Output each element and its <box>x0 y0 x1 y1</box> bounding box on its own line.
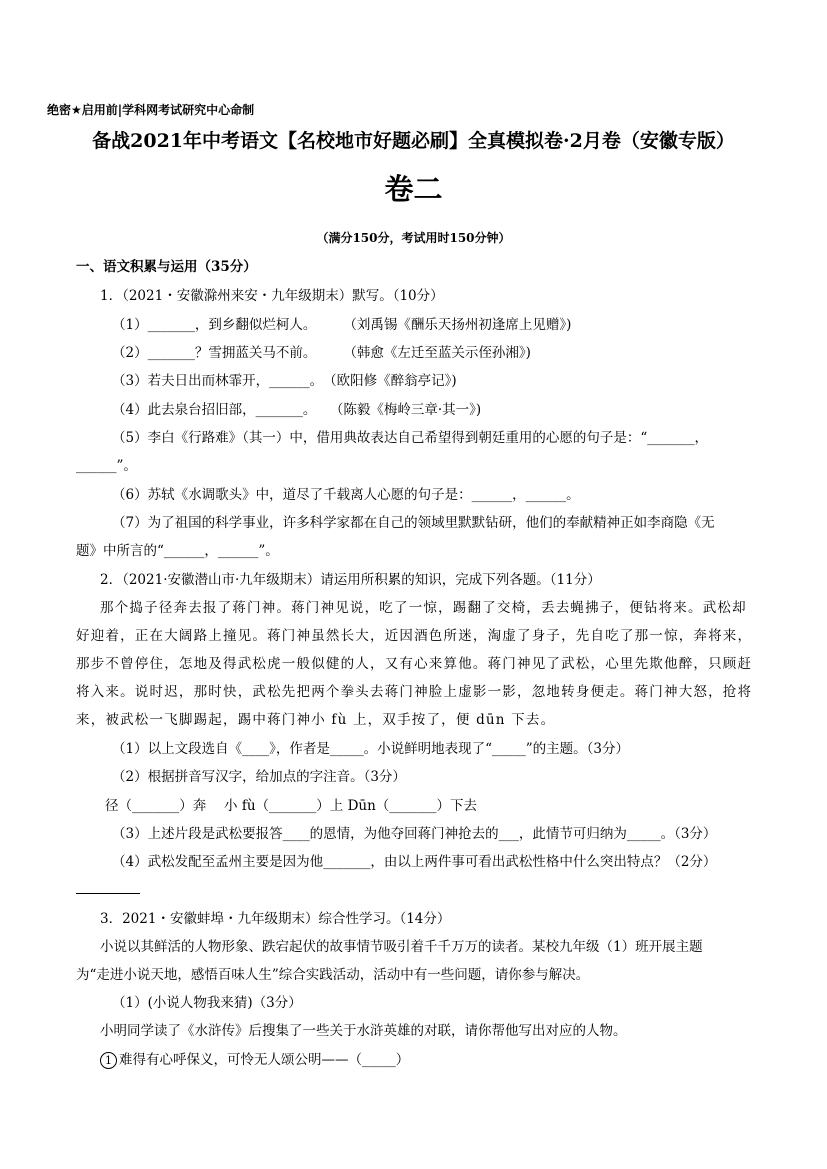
q3-part-1-heading: （1）(小说人物我来猜)（3分） <box>112 995 302 1011</box>
q3-item-1 <box>100 1051 409 1069</box>
q1-item-5-cont: ______”。 <box>76 458 137 474</box>
q3-intro-line-1: 小说以其鲜活的人物形象、跌宕起伏的故事情节吸引着千千万万的读者。某校九年级（1）班开展主题 <box>100 939 703 955</box>
q1-item-3: （3）若夫日出而林霏开，______。 （欧阳修《醉翁亭记》) <box>112 373 457 389</box>
exam-note: （满分150分，考试用时150分钟） <box>316 231 511 245</box>
document-title: 备战2021年中考语文【名校地市好题必刷】全真模拟卷·2月卷（安徽专版） <box>92 130 735 152</box>
q1-item-1: （1）_______，到乡翻似烂柯人。 （刘禹锡《酬乐天扬州初逢席上见赠》) <box>112 317 572 333</box>
q2-passage-line-4: 将入来。说时迟，那时快，武松先把两个拳头去蒋门神脸上虚影一影，忽地转身便走。蒋门神大怒，抢将 <box>76 684 753 700</box>
q2-passage-line-3: 那步不曾停住，怎地及得武松虎一般似健的人，又有心来算他。蒋门神见了武松，心里先欺他醉，只顾赶 <box>76 656 753 672</box>
q2-item-2: （2）根据拼音写汉字，给加点的字注音。（3分） <box>112 769 406 785</box>
q2-passage-line-5: 来，被武松一飞脚踢起，踢中蒋门神小 fù 上，双手按了，便 dūn 下去。 <box>76 712 556 728</box>
q1-item-5: （5）李白《行路难》（其一）中，借用典故表达自己希望得到朝廷重用的心愿的句子是：“_______， <box>112 430 708 446</box>
circled-number: 1 <box>100 1052 117 1069</box>
q3-intro-line-2: 为“走进小说天地，感悟百味人生”综合实践活动，活动中有一些问题，请你参与解决。 <box>76 967 590 983</box>
q2-item-2-blanks: 径（_______）奔 小 fù（_______）上 Dūn（_______）下去 <box>105 798 478 814</box>
document-subtitle: 卷二 <box>384 172 443 206</box>
q3-part-1-text: 小明同学读了《水浒传》后搜集了一些关于水浒英雄的对联，请你帮他写出对应的人物。 <box>100 1023 627 1039</box>
q1-item-4: （4）此去泉台招旧部，_______。 （陈毅《梅岭三章·其一》) <box>112 402 482 418</box>
q2-passage-line-1: 那个捣子径奔去报了蒋门神。蒋门神见说，吃了一惊，踢翻了交椅，丢去蝇拂子，便钻将来。武松却 <box>100 600 747 616</box>
q2-passage-line-2: 好迎着，正在大阔路上撞见。蒋门神虽然长大，近因酒色所迷，淘虚了身子，先自吃了那一惊，奔将来， <box>76 628 753 644</box>
q1-item-6: （6）苏轼《水调歌头》中，道尽了千载离人心愿的句子是：______，______。 <box>112 487 580 503</box>
q1-item-2: （2）_______？雪拥蓝关马不前。 （韩愈《左迁至蓝关示侄孙湘》) <box>112 345 531 361</box>
question-2-stem: 2．（2021·安徽潜山市·九年级期末）请运用所积累的知识，完成下列各题。（11分） <box>100 572 601 588</box>
section-heading: 一、语文积累与运用（35分） <box>76 259 257 275</box>
top-note: 绝密★启用前|学科网考试研究中心命制 <box>47 103 255 117</box>
q3-item-1-text: 难得有心呼保义，可怜无人颂公明——（_____） <box>119 1052 410 1068</box>
q1-item-7: （7）为了祖国的科学事业，许多科学家都在自己的领域里默默钻研，他们的奉献精神正如李商隐《无 <box>112 515 715 531</box>
q2-item-4: （4）武松发配至孟州主要是因为他_______，由以上两件事可看出武松性格中什么突出特点？（2分） <box>112 854 717 870</box>
question-3-stem: 3．2021・安徽蚌埠・九年级期末）综合性学习。（14分） <box>100 911 451 927</box>
q1-item-7-cont: 题》中所言的“______，______”。 <box>76 543 279 559</box>
q2-item-3: （3）上述片段是武松要报答____的恩情，为他夺回蒋门神抢去的___，此情节可归纳为_____。（3分） <box>112 826 717 842</box>
question-1-stem: 1．（2021・安徽滁州来安・九年级期末）默写。（10分） <box>100 288 444 304</box>
q2-item-1: （1）以上文段选自《____》，作者是_____。小说鲜明地表现了“_____”的主题。（3分） <box>112 741 629 757</box>
answer-line <box>76 893 140 894</box>
